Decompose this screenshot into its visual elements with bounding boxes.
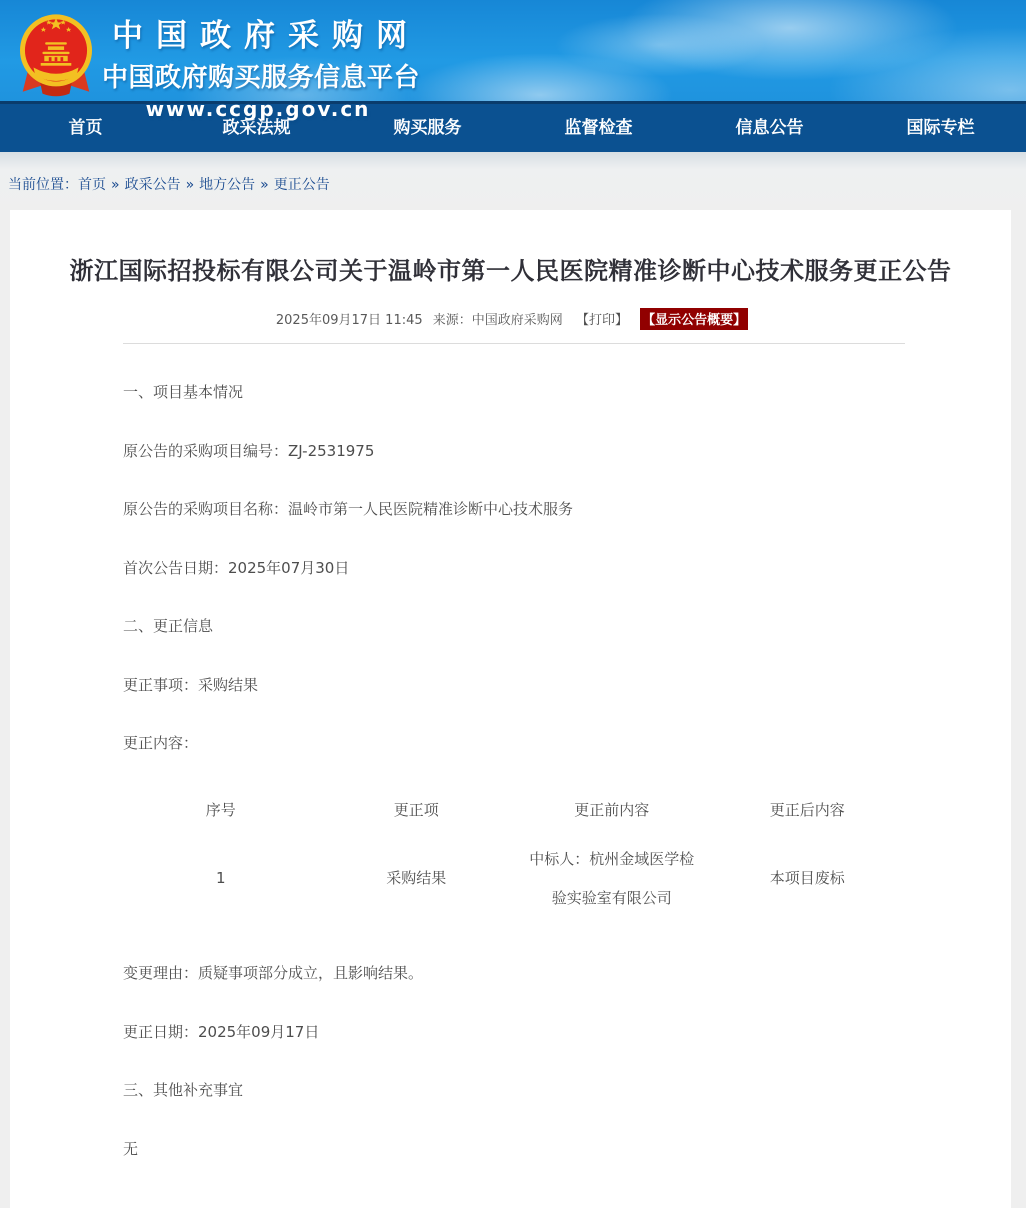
first-announcement-date: 首次公告日期：2025年07月30日 [123, 558, 350, 577]
correction-table [123, 793, 905, 926]
breadcrumb-band [0, 152, 1026, 210]
breadcrumb-home[interactable]: 首页 [78, 177, 106, 193]
breadcrumb-label: 当前位置： [8, 177, 78, 193]
article-meta [10, 308, 1011, 330]
col-header-index: 序号 [205, 800, 236, 819]
publish-datetime: 2025年09月17日 11:45 [275, 313, 423, 328]
breadcrumb-correction-announcements[interactable]: 更正公告 [273, 177, 330, 193]
meta-divider [123, 343, 905, 344]
site-title-block [102, 10, 421, 121]
change-reason: 变更理由：质疑事项部分成立，且影响结果。 [123, 964, 424, 982]
article-source: 来源：中国政府采购网 [432, 313, 563, 328]
correction-content-label: 更正内容： [123, 734, 199, 752]
correction-date: 更正日期：2025年09月17日 [123, 1022, 320, 1041]
nav-item-supervision[interactable]: 监督检查 [564, 118, 633, 138]
col-header-before: 更正前内容 [574, 800, 650, 819]
breadcrumb-separator: » [260, 177, 269, 193]
site-subtitle: 中国政府购买服务信息平台 [102, 63, 421, 93]
nav-item-purchase-services[interactable]: 购买服务 [393, 118, 462, 138]
nav-item-announcements[interactable]: 信息公告 [735, 118, 804, 138]
site-header [0, 0, 1026, 121]
table-header-row [123, 793, 905, 826]
section-heading-correction: 二、更正信息 [123, 617, 214, 635]
content-panel [10, 210, 1011, 1208]
nav-item-home[interactable]: 首页 [68, 118, 103, 138]
cell-before: 中标人：杭州金域医学检验实验室有限公司 [529, 849, 695, 908]
show-summary-button[interactable]: 【显示公告概要】 [640, 308, 748, 330]
section-heading-basic-info: 一、项目基本情况 [123, 383, 244, 401]
site-url: www.ccgp.gov.cn [145, 97, 371, 121]
nav-item-regulations[interactable]: 政采法规 [222, 118, 291, 138]
breadcrumb [0, 152, 1026, 194]
table-row [123, 826, 905, 926]
cell-item: 采购结果 [386, 869, 447, 888]
breadcrumb-local-announcements[interactable]: 地方公告 [199, 177, 256, 193]
site-name: 中国政府采购网 [112, 18, 420, 54]
original-project-name: 原公告的采购项目名称：温岭市第一人民医院精准诊断中心技术服务 [123, 500, 574, 518]
page-title: 浙江国际招投标有限公司关于温岭市第一人民医院精准诊断中心技术服务更正公告 [69, 257, 952, 285]
breadcrumb-separator: » [185, 177, 195, 193]
nav-item-international[interactable]: 国际专栏 [906, 118, 975, 138]
breadcrumb-procurement-announcements[interactable]: 政采公告 [124, 177, 181, 193]
col-header-after: 更正后内容 [769, 800, 845, 819]
national-emblem-logo [11, 7, 101, 101]
breadcrumb-separator: » [111, 177, 120, 193]
correction-item-line: 更正事项：采购结果 [123, 675, 259, 694]
original-project-number: 原公告的采购项目编号：ZJ-2531975 [123, 441, 375, 460]
section-heading-other-matters: 三、其他补充事宜 [123, 1081, 244, 1099]
cell-index: 1 [215, 869, 226, 888]
other-matters-none: 无 [123, 1139, 139, 1158]
col-header-item: 更正项 [393, 800, 439, 819]
cell-after: 本项目废标 [769, 869, 845, 888]
print-button[interactable]: 【打印】 [575, 313, 628, 328]
article-body [10, 343, 1011, 1159]
